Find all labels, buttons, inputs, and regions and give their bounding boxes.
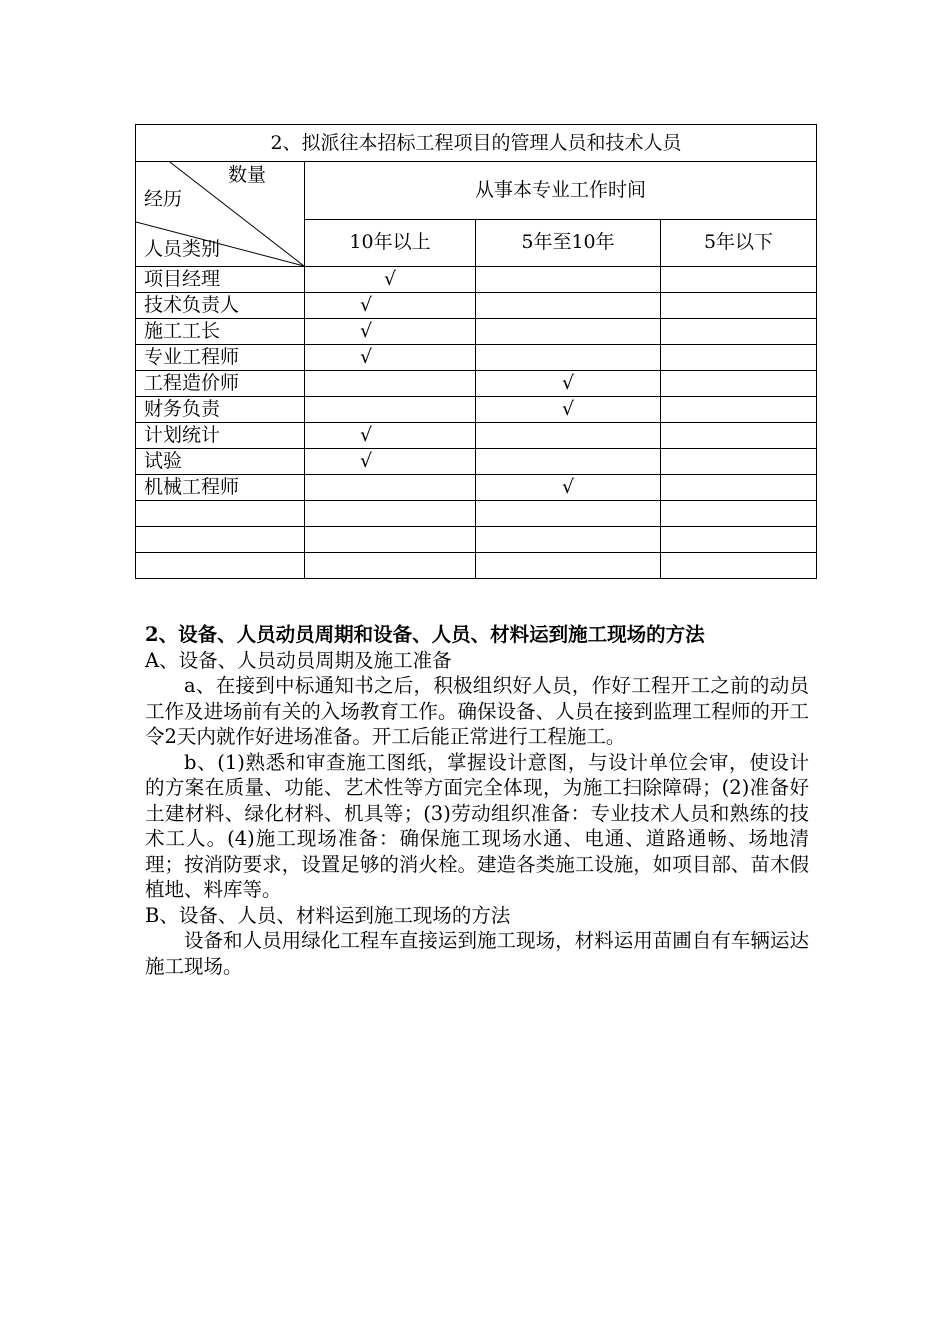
check-cell	[476, 475, 661, 501]
check-cell	[476, 345, 661, 371]
check-cell	[305, 553, 476, 579]
check-cell	[305, 423, 476, 449]
check-cell	[476, 553, 661, 579]
role-name: 试验	[136, 449, 305, 475]
check-cell	[661, 371, 817, 397]
paragraph-a: a、在接到中标通知书之后，积极组织好人员，作好工程开工之前的动员工作及进场前有关的入场教育工作。确保设备、人员在接到监理工程师的开工令2天内就作好进场准备。开工后能正常进行工程施工。	[145, 674, 809, 748]
check-mark-icon: √	[359, 450, 373, 472]
check-cell	[476, 397, 661, 423]
check-cell	[476, 267, 661, 293]
staff-table	[135, 124, 817, 579]
check-mark-icon: √	[359, 424, 373, 446]
role-name: 计划统计	[136, 423, 305, 449]
check-cell	[661, 423, 817, 449]
check-cell	[661, 475, 817, 501]
check-cell	[661, 319, 817, 345]
column-header-5to10: 5年至10年	[476, 219, 661, 266]
check-cell	[305, 501, 476, 527]
check-cell	[305, 371, 476, 397]
paragraph-b: b、(1)熟悉和审查施工图纸，掌握设计意图，与设计单位会审，使设计的方案在质量、功能、艺术性等方面完全体现，为施工扫除障碍；(2)准备好土建材料、绿化材料、机具等；(3)劳动组织准备：专业技术人员和熟练的技术工人。(4)施工现场准备：确保施工现场水通、电通、道路通畅、场地清理；按消防要求，设置足够的消火栓。建造各类施工设施，如项目部、苗木假植地、料库等。	[145, 750, 809, 901]
table-row	[136, 527, 817, 553]
check-mark-icon: √	[359, 346, 373, 368]
table-row	[136, 449, 817, 475]
document-body	[145, 622, 809, 979]
check-cell	[476, 449, 661, 475]
check-cell	[476, 527, 661, 553]
table-row	[136, 345, 817, 371]
diag-label-category: 人员类别	[144, 238, 221, 260]
check-mark-icon: √	[359, 294, 373, 316]
check-cell	[476, 319, 661, 345]
role-name	[136, 553, 305, 579]
diagonal-header-cell	[136, 162, 305, 267]
table-row	[136, 423, 817, 449]
check-cell	[305, 267, 476, 293]
column-header-10plus: 10年以上	[305, 219, 476, 266]
check-cell	[476, 423, 661, 449]
check-cell	[661, 553, 817, 579]
check-cell	[305, 449, 476, 475]
check-cell	[305, 475, 476, 501]
role-name: 技术负责人	[136, 293, 305, 319]
check-cell	[661, 345, 817, 371]
check-cell	[305, 319, 476, 345]
table-row	[136, 267, 817, 293]
check-cell	[305, 293, 476, 319]
table-row	[136, 319, 817, 345]
check-mark-icon: √	[561, 398, 575, 420]
diag-label-quantity: 数量	[227, 164, 266, 186]
check-cell	[476, 501, 661, 527]
check-cell	[661, 527, 817, 553]
role-name: 施工工长	[136, 319, 305, 345]
role-name: 项目经理	[136, 267, 305, 293]
check-cell	[661, 449, 817, 475]
table-title: 2、拟派往本招标工程项目的管理人员和技术人员	[136, 125, 817, 162]
column-header-under5: 5年以下	[661, 219, 817, 266]
role-name	[136, 501, 305, 527]
check-cell	[476, 371, 661, 397]
check-cell	[661, 501, 817, 527]
check-mark-icon: √	[561, 372, 575, 394]
subheading-b: B、设备、人员、材料运到施工现场的方法	[145, 903, 511, 927]
diag-label-experience: 经历	[144, 188, 183, 210]
table-row	[136, 475, 817, 501]
paragraph-c: 设备和人员用绿化工程车直接运到施工现场，材料运用苗圃自有车辆运达施工现场。	[145, 929, 809, 978]
table-row	[136, 501, 817, 527]
check-cell	[661, 293, 817, 319]
role-name: 财务负责	[136, 397, 305, 423]
role-name: 机械工程师	[136, 475, 305, 501]
check-cell	[661, 397, 817, 423]
section-heading: 2、设备、人员动员周期和设备、人员、材料运到施工现场的方法	[145, 623, 705, 646]
table-row	[136, 293, 817, 319]
table-row	[136, 371, 817, 397]
role-name	[136, 527, 305, 553]
role-name: 工程造价师	[136, 371, 305, 397]
check-mark-icon: √	[359, 320, 373, 342]
group-header: 从事本专业工作时间	[305, 162, 817, 220]
check-cell	[305, 527, 476, 553]
table-row	[136, 553, 817, 579]
check-cell	[305, 397, 476, 423]
check-cell	[305, 345, 476, 371]
check-cell	[476, 293, 661, 319]
subheading-a: A、设备、人员动员周期及施工准备	[145, 648, 452, 672]
check-mark-icon: √	[561, 476, 575, 498]
check-cell	[661, 267, 817, 293]
check-mark-icon: √	[383, 268, 397, 290]
table-row	[136, 397, 817, 423]
role-name: 专业工程师	[136, 345, 305, 371]
